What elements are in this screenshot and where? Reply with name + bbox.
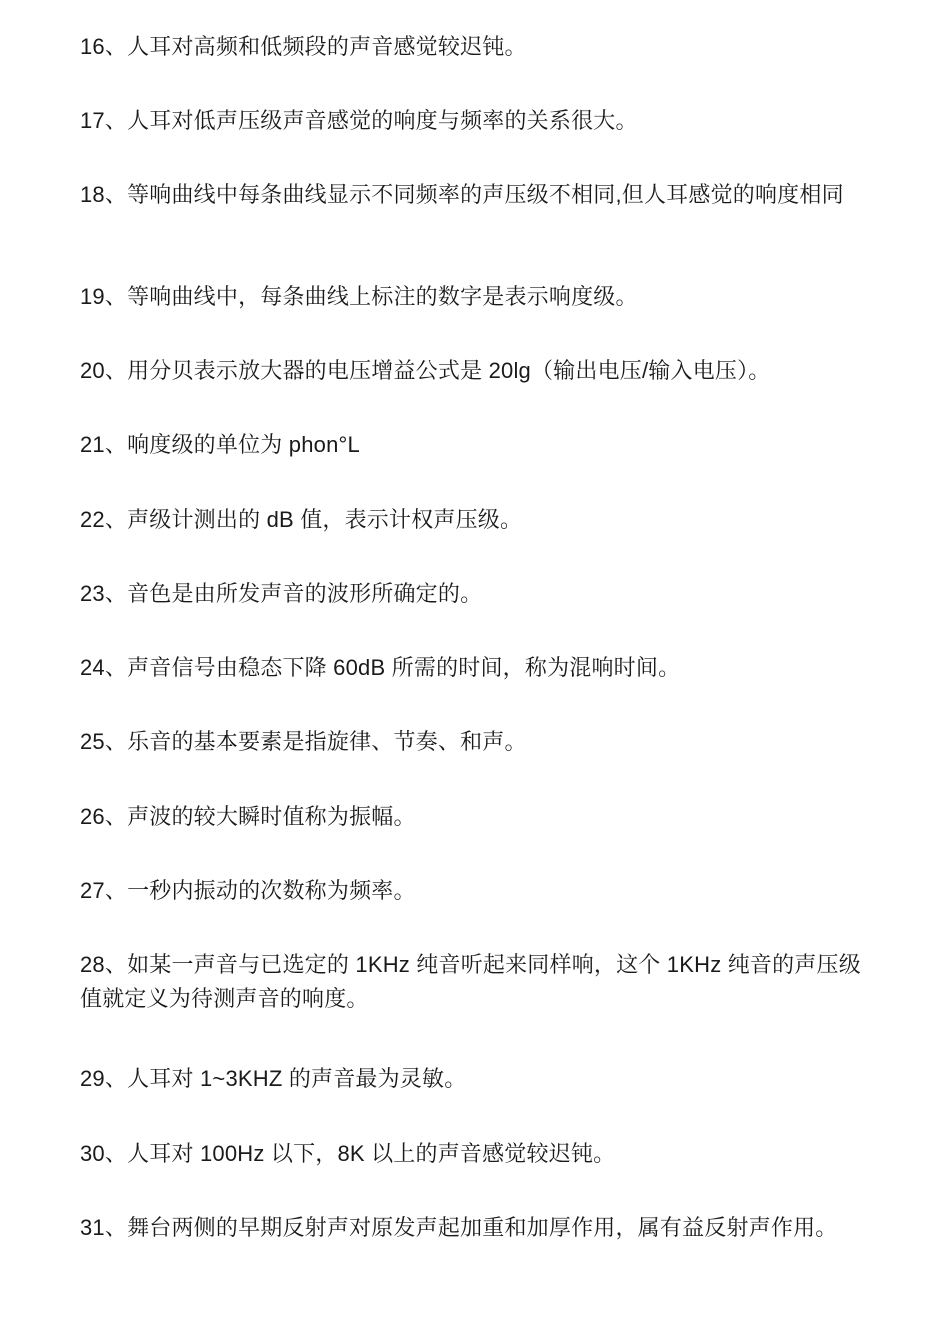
list-item-25: 25、乐音的基本要素是指旋律、节奏、和声。 xyxy=(80,729,527,754)
list-item-21: 21、响度级的单位为 phon°L xyxy=(80,432,360,457)
list-item-30: 30、人耳对 100Hz 以下，8K 以上的声音感觉较迟钝。 xyxy=(80,1141,616,1166)
list-item-22: 22、声级计测出的 dB 值，表示计权声压级。 xyxy=(80,507,523,532)
list-item-26: 26、声波的较大瞬时值称为振幅。 xyxy=(80,804,416,829)
list-item-16: 16、人耳对高频和低频段的声音感觉较迟钝。 xyxy=(80,34,527,59)
list-item-23: 23、音色是由所发声音的波形所确定的。 xyxy=(80,581,483,606)
list-item-17: 17、人耳对低声压级声音感觉的响度与频率的关系很大。 xyxy=(80,108,638,133)
list-item-28: 28、如某一声音与已选定的 1KHz 纯音听起来同样响，这个 1KHz 纯音的声压级值就定义为待测声音的响度。 xyxy=(80,952,861,1011)
list-item-24: 24、声音信号由稳态下降 60dB 所需的时间，称为混响时间。 xyxy=(80,655,681,680)
list-item-31: 31、舞台两侧的早期反射声对原发声起加重和加厚作用，属有益反射声作用。 xyxy=(80,1215,838,1240)
list-item-19: 19、等响曲线中，每条曲线上标注的数字是表示响度级。 xyxy=(80,284,638,309)
list-item-18: 18、等响曲线中每条曲线显示不同频率的声压级不相同,但人耳感觉的响度相同 xyxy=(80,182,844,207)
list-item-27: 27、一秒内振动的次数称为频率。 xyxy=(80,878,416,903)
list-item-20: 20、用分贝表示放大器的电压增益公式是 20lg（输出电压/输入电压）。 xyxy=(80,358,771,383)
list-item-29: 29、人耳对 1~3KHZ 的声音最为灵敏。 xyxy=(80,1066,467,1091)
